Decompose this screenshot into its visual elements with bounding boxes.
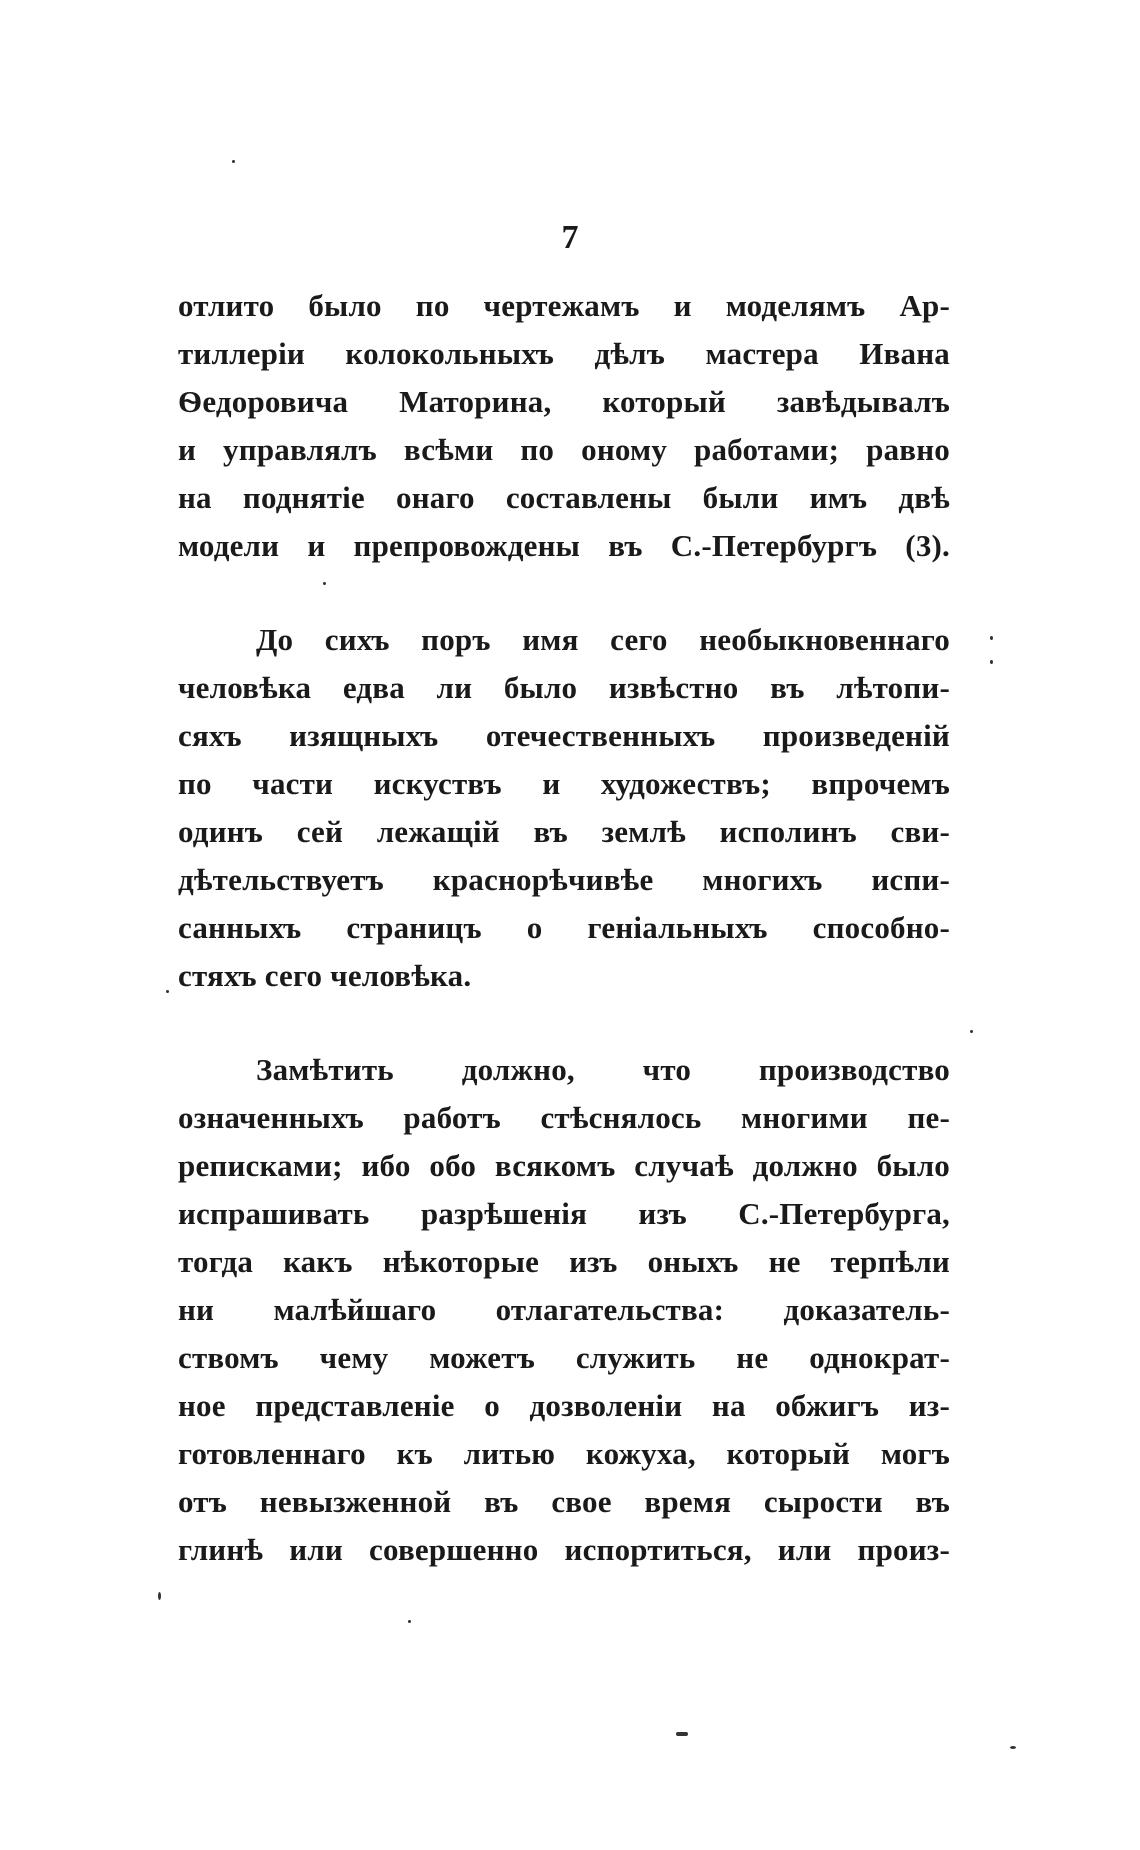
text-line: дѣтельствуетъ краснорѣчивѣе многихъ испи- — [178, 862, 950, 897]
text-line: тогда какъ нѣкоторые изъ оныхъ не терпѣли — [178, 1244, 950, 1279]
text-line: санныхъ страницъ о геніальныхъ способно- — [178, 910, 950, 945]
scan-speck — [158, 1592, 161, 1600]
text-line: по части искуствъ и художествъ; впрочемъ — [178, 766, 950, 801]
paragraph-3 — [178, 1046, 950, 1574]
text-line: одинъ сей лежащій въ землѣ исполинъ сви- — [178, 814, 950, 849]
paragraph-1 — [178, 282, 950, 570]
text-line: испрашивать разрѣшенія изъ С.-Петербурга, — [178, 1196, 950, 1231]
scan-speck — [408, 1620, 411, 1623]
text-line: глинѣ или совершенно испортиться, или произ- — [178, 1532, 950, 1567]
text-line: готовленнаго къ литью кожуха, который могъ — [178, 1436, 950, 1471]
text-line: человѣка едва ли было извѣстно въ лѣтопи- — [178, 670, 950, 705]
page-number: 7 — [561, 219, 579, 256]
text-line: и управлялъ всѣми по оному работами; равно — [178, 432, 950, 467]
text-line: ни малѣйшаго отлагательства: доказатель- — [178, 1292, 950, 1327]
text-line: на поднятіе онаго составлены были имъ двѣ — [178, 480, 950, 515]
scan-speck — [166, 990, 169, 993]
text-line: тиллеріи колокольныхъ дѣлъ мастера Ивана — [178, 336, 950, 371]
text-line: ное представленіе о дозволеніи на обжигъ из- — [178, 1388, 950, 1423]
scan-speck — [1010, 1746, 1016, 1749]
text-line: означенныхъ работъ стѣснялось многими пе- — [178, 1100, 950, 1135]
text-line: отъ невызженной въ свое время сырости въ — [178, 1484, 950, 1519]
scan-speck — [990, 636, 993, 640]
scan-speck — [990, 660, 993, 664]
text-line: стяхъ сего человѣка. — [178, 958, 472, 993]
paragraph-2 — [178, 616, 950, 1000]
scan-speck — [970, 1030, 973, 1033]
scan-speck — [676, 1732, 688, 1736]
text-line: модели и препровождены въ С.-Петербургъ (3). — [178, 528, 950, 563]
scan-speck — [232, 160, 235, 163]
text-line: реписками; ибо обо всякомъ случаѣ должно было — [178, 1148, 950, 1183]
text-line: отлито было по чертежамъ и моделямъ Ар- — [178, 288, 950, 323]
text-line: сяхъ изящныхъ отечественныхъ произведеній — [178, 718, 950, 753]
text-line: До сихъ поръ имя сего необыкновеннаго — [256, 622, 950, 657]
text-line: Замѣтить должно, что производство — [256, 1052, 950, 1087]
text-line: ствомъ чему можетъ служить не однократ- — [178, 1340, 950, 1375]
scan-speck — [323, 582, 326, 585]
text-line: Ѳедоровича Маторина, который завѣдывалъ — [178, 384, 950, 419]
